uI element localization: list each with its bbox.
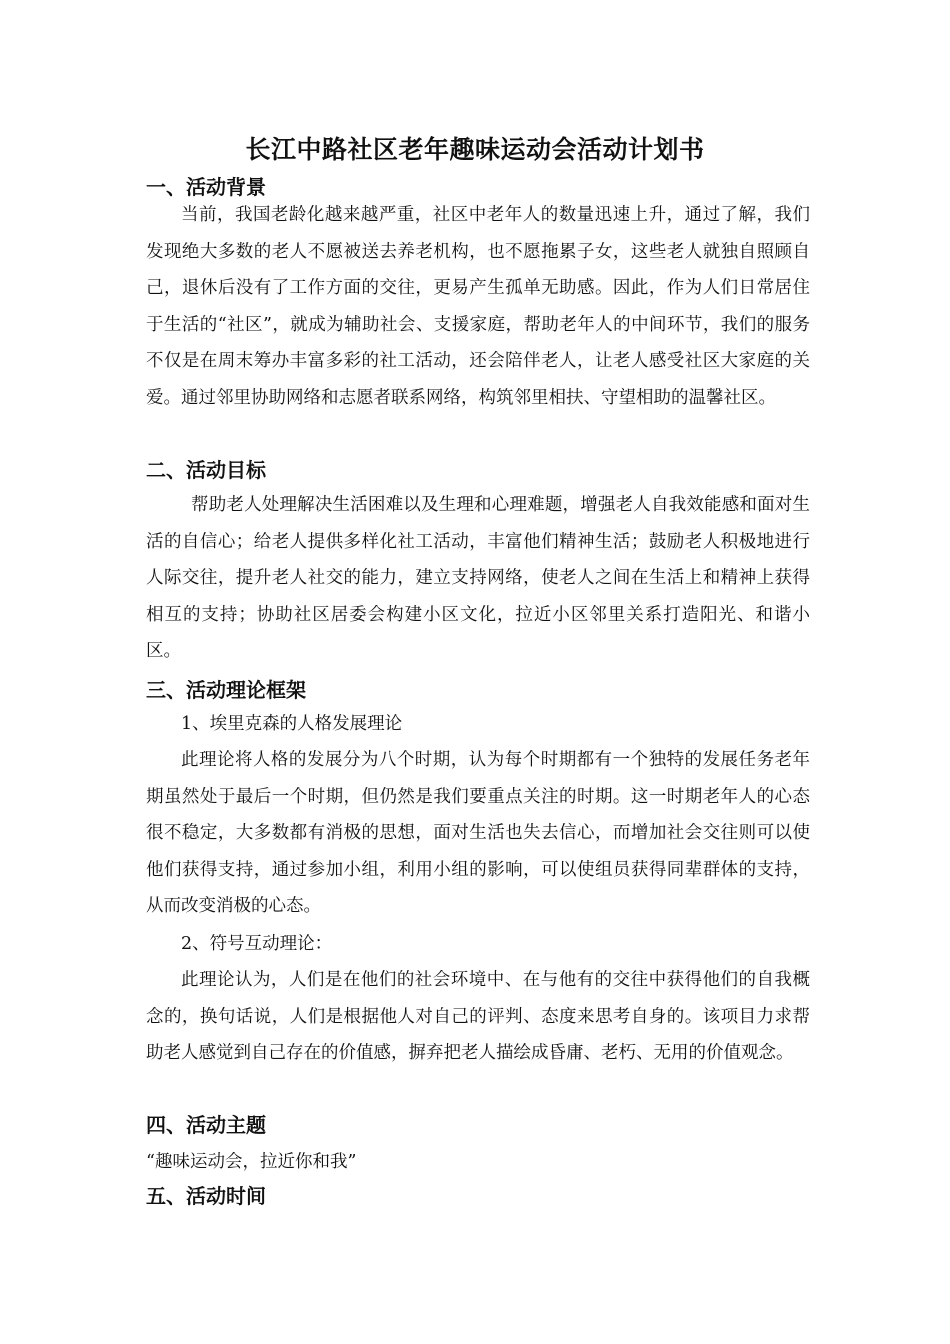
section-heading-goals: 二、活动目标	[146, 458, 266, 482]
section-heading-theory: 三、活动理论框架	[146, 678, 306, 702]
theory-item-paragraph-1: 此理论将人格的发展分为八个时期，认为每个时期都有一个独特的发展任务老年期虽然处于最后一个时期，但仍然是我们要重点关注的时期。这一时期老年人的心态很不稳定，大多数都有消极的思想，面对生活也失去信心，而增加社会交往则可以使他们获得支持，通过参加小组，利用小组的影响，可以使组员获得同辈群体的支持，从而改变消极的心态。	[146, 750, 810, 917]
document-title: 长江中路社区老年趣味运动会活动计划书	[245, 135, 705, 164]
theme-quote: “趣味运动会，拉近你和我”	[146, 1152, 357, 1172]
theory-item-label-1: 1、埃里克森的人格发展理论	[181, 714, 403, 734]
section-paragraph-background: 当前，我国老龄化越来越严重，社区中老年人的数量迅速上升，通过了解，我们发现绝大多数的老人不愿被送去养老机构，也不愿拖累子女，这些老人就独自照顾自己，退休后没有了工作方面的交往，更易产生孤单无助感。因此，作为人们日常居住于生活的“社区”，就成为辅助社会、支援家庭，帮助老年人的中间环节，我们的服务不仅是在周末筹办丰富多彩的社工活动，还会陪伴老人，让老人感受社区大家庭的关爱。通过邻里协助网络和志愿者联系网络，构筑邻里相扶、守望相助的温馨社区。	[146, 205, 810, 408]
section-heading-theme: 四、活动主题	[146, 1113, 266, 1137]
theory-item-paragraph-2: 此理论认为，人们是在他们的社会环境中、在与他有的交往中获得他们的自我概念的，换句话说，人们是根据他人对自己的评判、态度来思考自身的。该项目力求帮助老人感觉到自己存在的价值感，摒弃把老人描绘成昏庸、老朽、无用的价值观念。	[146, 970, 810, 1064]
section-paragraph-goals: 帮助老人处理解决生活困难以及生理和心理难题，增强老人自我效能感和面对生活的自信心；给老人提供多样化社工活动，丰富他们精神生活；鼓励老人积极地进行人际交往，提升老人社交的能力，建立支持网络，使老人之间在生活上和精神上获得相互的支持；协助社区居委会构建小区文化，拉近小区邻里关系打造阳光、和谐小区。	[146, 495, 810, 662]
theory-item-label-2: 2、符号互动理论：	[181, 934, 333, 954]
section-heading-background: 一、活动背景	[146, 175, 266, 199]
section-heading-time: 五、活动时间	[146, 1184, 266, 1208]
